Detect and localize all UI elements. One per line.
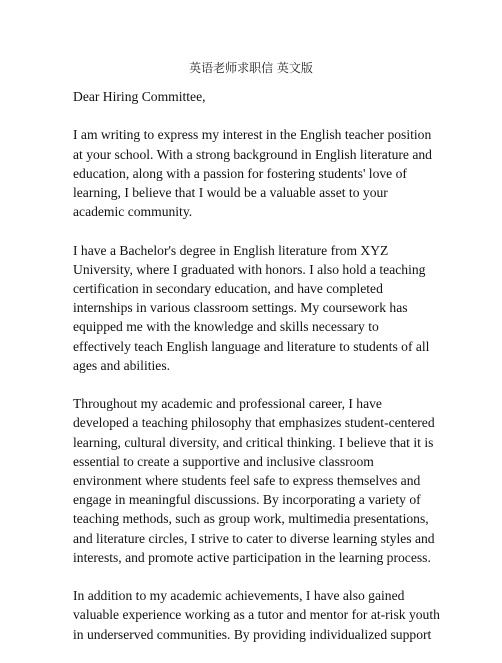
paragraph-line: valuable experience working as a tutor and mentor for at-risk youth: [73, 607, 440, 623]
paragraph-4: [73, 586, 440, 644]
paragraph-line: developed a teaching philosophy that emphasizes student-centered: [73, 415, 435, 431]
paragraph-1: [73, 125, 435, 221]
paragraph-line: effectively teach English language and literature to students of all: [73, 338, 430, 354]
paragraph-line: engage in meaningful discussions. By incorporating a variety of: [73, 492, 421, 508]
paragraph-line: learning, cultural diversity, and critical thinking. I believe that it is: [73, 434, 434, 450]
paragraph-line: and literature circles, I strive to cater to diverse learning styles and: [73, 530, 435, 546]
paragraph-3: [73, 394, 435, 567]
paragraph-2: [73, 241, 435, 375]
paragraph-line: academic community.: [73, 204, 193, 220]
paragraph-line: Throughout my academic and professional career, I have: [73, 396, 382, 412]
paragraph-line: In addition to my academic achievements, I have also gained: [73, 588, 405, 604]
paragraph-line: learning, I believe that I would be a valuable asset to your: [73, 185, 388, 200]
paragraph-line: ages and abilities.: [73, 357, 171, 373]
letter-body: [73, 87, 440, 663]
paragraph-line: certification in secondary education, and have completed: [73, 281, 383, 296]
paragraph-line: I have a Bachelor's degree in English literature from XYZ: [73, 242, 389, 258]
paragraph-line: internships in various classroom settings. My coursework has: [73, 300, 408, 316]
paragraph-line: at your school. With a strong background in English literature and: [73, 146, 432, 162]
document-title: 英语老师求职信 英文版: [189, 61, 313, 75]
paragraph-line: in underserved communities. By providing individualized support: [73, 626, 432, 642]
paragraph-line: environment where students feel safe to express themselves and: [73, 473, 421, 489]
paragraph-line: essential to create a supportive and inclusive classroom: [73, 453, 374, 469]
paragraph-line: University, where I graduated with honors. I also hold a teaching: [73, 261, 426, 277]
paragraph-line: education, along with a passion for fostering students' love of: [73, 165, 407, 181]
salutation: Dear Hiring Committee,: [73, 89, 206, 104]
paragraph-line: equipped me with the knowledge and skills necessary to: [73, 319, 379, 335]
paragraph-line: teaching methods, such as group work, multimedia presentations,: [73, 511, 429, 527]
paragraph-line: I am writing to express my interest in the English teacher position: [73, 127, 432, 143]
paragraph-line: interests, and promote active participation in the learning process.: [73, 549, 431, 565]
